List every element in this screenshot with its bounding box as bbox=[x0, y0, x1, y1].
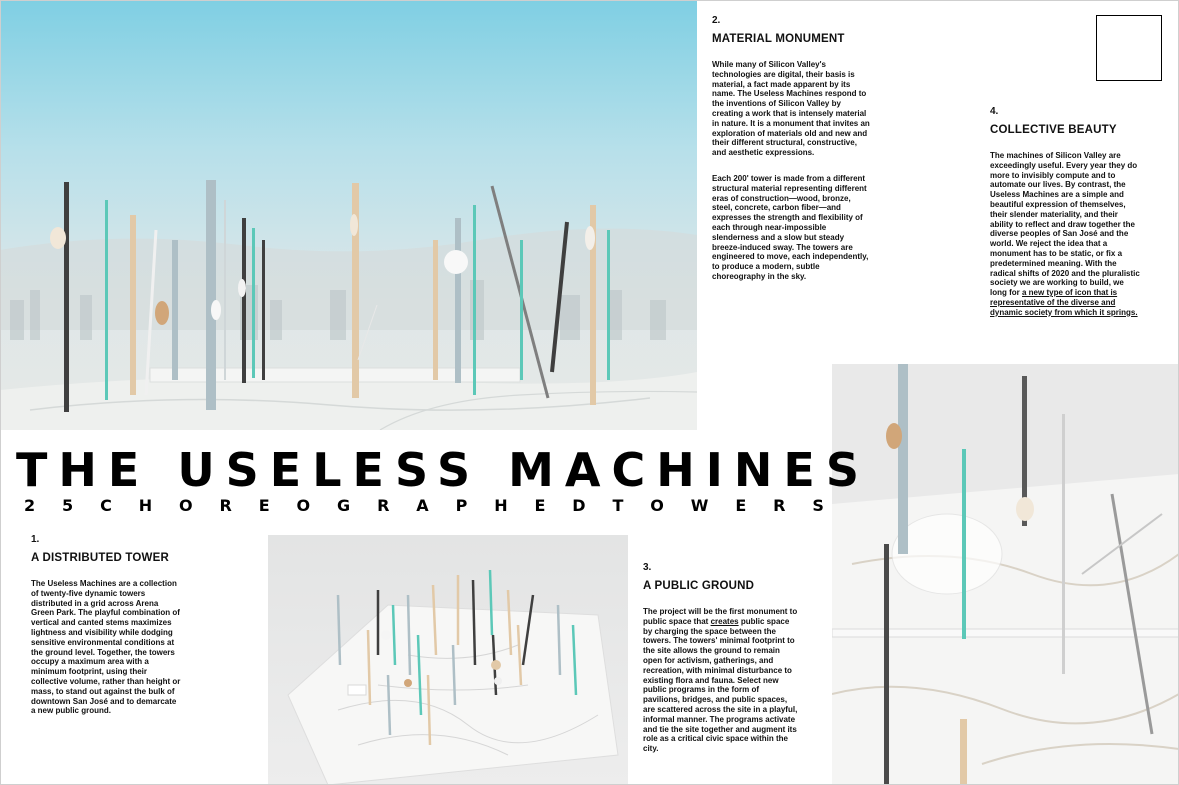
section-text: The machines of Silicon Valley are exceedingly useful. Every year they do more to invisibly compute and to automate our lives. By contrast, the Useless Machines are a simple and beautiful expression of themselves, their slender materiality, and their ability to reflect and draw together the diverse peoples of San José and the world. We reject the idea that a monument has to be static, or fix a predetermined meaning. With the radical shifts of 2020 and the pluralistic society we are working to build, we long for bbox=[990, 151, 1140, 298]
subtitle-letter: R bbox=[377, 496, 390, 515]
subtitle-letter: D bbox=[572, 496, 586, 515]
section-text: The project will be the first monument to public space that bbox=[643, 607, 798, 626]
creates-link[interactable]: creates bbox=[710, 616, 739, 626]
section-text: public space by charging the space between the towers. The towers' minimal footprint to the site allows the ground to remain open for activism, gatherings, and recreation, with minimal disturbance to existing flora and fauna. Select new public programs in the form of pavilions, bridges, and public spaces, are scattered across the site in a playful, informal manner. The programs activate and tie the site together and augment its role as a critical civic space within the city. bbox=[643, 616, 798, 754]
model-aerial-art bbox=[268, 535, 628, 785]
section-number: 3. bbox=[643, 562, 652, 573]
section-heading: A DISTRIBUTED TOWER bbox=[31, 552, 169, 564]
subtitle-letter: O bbox=[178, 496, 193, 515]
section-public-ground bbox=[643, 562, 798, 754]
section-number: 4. bbox=[990, 106, 999, 117]
model-aerial-photo bbox=[268, 535, 628, 785]
subtitle-letter: R bbox=[773, 496, 786, 515]
subtitle-letter: O bbox=[650, 496, 664, 515]
subtitle-letter: R bbox=[219, 496, 232, 515]
subtitle-letter: S bbox=[812, 496, 824, 515]
subtitle-letter: E bbox=[735, 496, 747, 515]
subtitle-letter: H bbox=[138, 496, 153, 515]
subtitle-letter: P bbox=[455, 496, 468, 515]
hero-rendering-art bbox=[0, 0, 697, 430]
section-number: 1. bbox=[31, 534, 40, 545]
section-paragraph: Each 200' tower is made from a different structural material representing different eras of construction—wood, bronze, steel, concrete, carbon fiber—and expresses the strength and flexibility of each through near-impossible slenderness and a slow but steady breeze-induced sway. The towers are engineered to move, each independently, to produce a modern, subtle choreography in the sky. bbox=[712, 173, 869, 281]
section-heading: A PUBLIC GROUND bbox=[643, 580, 755, 592]
subtitle-letter: 2 bbox=[24, 496, 36, 515]
section-distributed-tower bbox=[31, 534, 181, 716]
section-material-monument bbox=[712, 15, 872, 282]
model-detail-photo bbox=[832, 364, 1179, 785]
section-number: 2. bbox=[712, 15, 721, 26]
subtitle-letter: C bbox=[100, 496, 112, 515]
subtitle-letter: T bbox=[612, 496, 624, 515]
section-collective-beauty bbox=[990, 106, 1140, 318]
section-body bbox=[31, 579, 181, 716]
subtitle-letter: E bbox=[258, 496, 270, 515]
section-heading: COLLECTIVE BEAUTY bbox=[990, 124, 1117, 136]
model-detail-art bbox=[832, 364, 1179, 785]
section-body bbox=[712, 60, 872, 282]
subtitle-letter: A bbox=[416, 496, 429, 515]
section-body bbox=[990, 151, 1140, 318]
subtitle-letter: O bbox=[296, 496, 311, 515]
hero-rendering-image bbox=[0, 0, 697, 430]
page-title: THE USELESS MACHINES bbox=[16, 443, 870, 497]
subtitle-letter: G bbox=[337, 496, 351, 515]
section-paragraph: While many of Silicon Valley's technologies are digital, their basis is material, a fact made apparent by its name. The Useless Machines respond to the inventions of Silicon Valley by creating a work that is intensely material in nature. It is a monument that invites an exploration of materials old and new and their different structural, constructive, and aesthetic expressions. bbox=[712, 60, 870, 158]
section-paragraph bbox=[643, 607, 798, 754]
page-subtitle bbox=[24, 497, 824, 515]
icon-link[interactable]: a new type of icon that is representative of the diverse and dynamic society from which it springs. bbox=[990, 288, 1138, 317]
subtitle-letter: W bbox=[690, 496, 709, 515]
empty-frame bbox=[1096, 15, 1162, 81]
section-body bbox=[643, 607, 798, 754]
section-paragraph: The Useless Machines are a collection of twenty-five dynamic towers distributed in a grid across Arena Green Park. The playful combination of vertical and canted stems maximizes lightness and visibility while dodging sensitive environmental conditions at the ground level. Together, the towers occupy a maximum area with a minimum footprint, using their collective volume, rather than height or mass, to stand out against the bulk of downtown San José and to demarcate a new public ground. bbox=[31, 579, 181, 716]
section-heading: MATERIAL MONUMENT bbox=[712, 33, 845, 45]
subtitle-letter: H bbox=[494, 496, 508, 515]
subtitle-letter: 5 bbox=[62, 496, 74, 515]
section-paragraph bbox=[990, 151, 1140, 318]
subtitle-letter: E bbox=[534, 496, 546, 515]
